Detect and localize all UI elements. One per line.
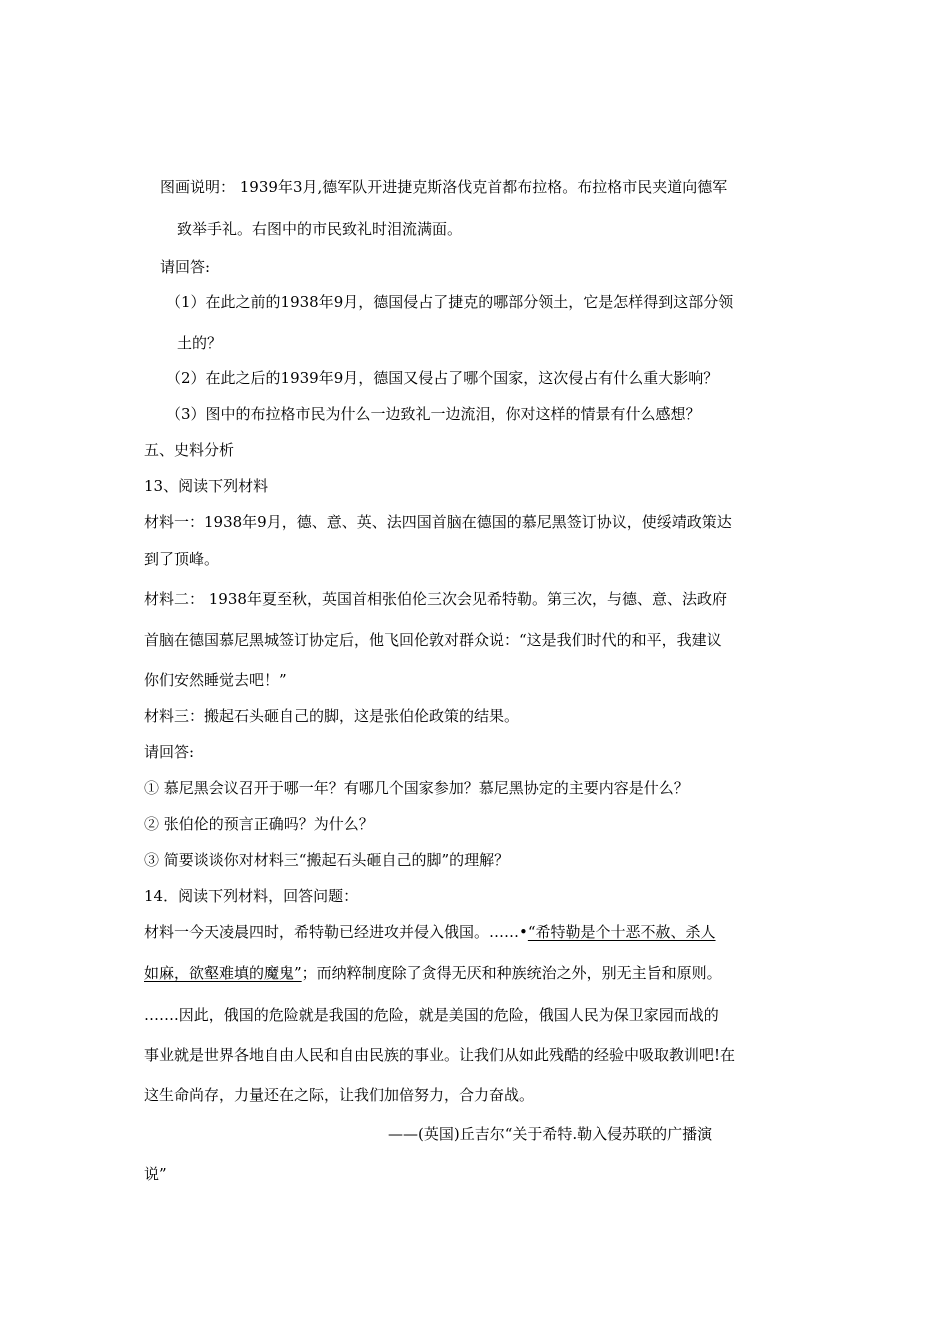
material-line [144,963,722,983]
sub-question-2: （2）在此之后的1939年9月，德国又侵占了哪个国家，这次侵占有什么重大影响？ [166,369,719,387]
material-1-cont: 到了顶峰。 [144,550,220,568]
sub-question-1: （1）在此之前的1938年9月，德国侵占了捷克的哪部分领土，它是怎样得到这部分领 [166,293,734,311]
prompt-label: 请回答: [160,258,211,276]
material-2-cont: 你们安然睡觉去吧！” [144,671,287,689]
material-line: …….因此，俄国的危险就是我国的危险，就是美国的危险，俄国人民为保卫家园而战的 [144,1006,719,1024]
sub-question-1-cont: 土的？ [177,334,223,352]
quoted-phrase: 如麻，欲壑难填的魔鬼” [144,964,302,982]
quoted-phrase: “希特勒是个十恶不赦、杀人 [527,923,716,941]
material-1: 材料一：1938年9月，德、意、英、法四国首脑在德国的慕尼黑签订协议，使绥靖政策达 [144,513,732,531]
material-2-cont: 首脑在德国慕尼黑城签订协定后，他飞回伦敦对群众说：“这是我们时代的和平，我建议 [144,631,722,649]
material-3: 材料三：搬起石头砸自己的脚，这是张伯伦政策的结果。 [144,707,520,725]
caption-line: 图画说明： 1939年3月,德军队开进捷克斯洛伐克首都布拉格。布拉格市民夹道向德军 [160,178,728,196]
material-line: 这生命尚存，力量还在之际，让我们加倍努力，合力奋战。 [144,1086,535,1104]
material-line: 事业就是世界各地自由人民和自由民族的事业。让我们从如此残酷的经验中吸取教训吧!在 [144,1046,736,1064]
question-title: 14．阅读下列材料，回答问题： [144,887,359,905]
answer-item-3: ③ 简要谈谈你对材料三“搬起石头砸自己的脚”的理解？ [144,851,510,869]
caption-line: 致举手礼。右图中的市民致礼时泪流满面。 [177,220,463,238]
sub-question-3: （3）图中的布拉格市民为什么一边致礼一边流泪，你对这样的情景有什么感想？ [166,405,701,423]
answer-item-2: ② 张伯伦的预言正确吗？为什么？ [144,815,374,833]
material-line [144,922,716,942]
answer-item-1: ① 慕尼黑会议召开于哪一年？有哪几个国家参加？慕尼黑协定的主要内容是什么？ [144,779,689,797]
question-title: 13、阅读下列材料 [144,477,269,495]
material-text: ；而纳粹制度除了贪得无厌和种族统治之外，别无主旨和原则。 [301,964,722,982]
source-attribution-cont: 说” [144,1165,167,1183]
material-2: 材料二： 1938年夏至秋，英国首相张伯伦三次会见希特勒。第三次，与德、意、法政府 [144,590,727,608]
source-attribution: ——(英国)丘吉尔“关于希特.勒入侵苏联的广播演 [388,1125,713,1143]
material-text: 材料一今天凌晨四时，希特勒已经进攻并侵入俄国。……• [144,923,528,941]
section-heading: 五、史料分析 [144,441,235,459]
prompt-label: 请回答: [144,743,195,761]
